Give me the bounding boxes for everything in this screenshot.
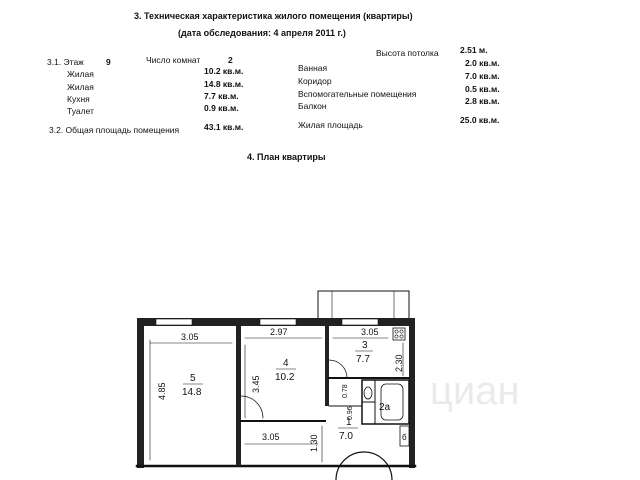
left-row-label: Туалет: [67, 106, 94, 116]
room-1-area: 7.0: [339, 431, 353, 442]
total-area-label: 3.2. Общая площадь помещения: [49, 125, 180, 135]
dim-corridor-width: 3.05: [262, 432, 280, 442]
dim-room3-height: 2.30: [394, 354, 404, 372]
right-row-label: Вспомогательные помещения: [298, 89, 417, 99]
room-5-area: 14.8: [182, 387, 202, 398]
rooms-label: Число комнат: [146, 55, 201, 65]
left-row-value: 7.7 кв.м.: [204, 91, 239, 101]
balcony-outline: [318, 291, 409, 320]
wall-room5-room4: [236, 326, 241, 466]
rooms-value: 2: [228, 55, 233, 65]
left-row-label: Жилая: [67, 82, 94, 92]
plan-title: 4. План квартиры: [247, 152, 326, 162]
left-row-label: Кухня: [67, 94, 90, 104]
dim-room5-width: 3.05: [181, 332, 199, 342]
ceiling-value: 2.51 м.: [460, 45, 488, 55]
dim-bath-height: 0.78: [342, 384, 349, 398]
living-area-label: Жилая площадь: [298, 120, 363, 130]
right-row-label: Ванная: [298, 63, 328, 73]
room-5-number: 5: [190, 373, 196, 384]
living-area-value: 25.0 кв.м.: [460, 115, 500, 125]
outer-wall-right: [409, 318, 415, 468]
room-3-number: 3: [362, 340, 368, 351]
right-row-value: 0.5 кв.м.: [465, 84, 500, 94]
room-4-number: 4: [283, 358, 289, 369]
room-4-area: 10.2: [275, 372, 295, 383]
left-row-value: 0.9 кв.м.: [204, 103, 239, 113]
section-title: 3. Техническая характеристика жилого помещения (квартиры): [134, 11, 413, 21]
left-row-value: 10.2 кв.м.: [204, 66, 244, 76]
right-row-value: 2.0 кв.м.: [465, 58, 500, 68]
stove: [393, 328, 405, 340]
dim-room5-height: 4.85: [157, 382, 167, 400]
ceiling-label: Высота потолка: [376, 48, 439, 58]
room-1-number: 1: [346, 417, 352, 428]
floor-label: 3.1. Этаж: [47, 57, 84, 67]
dim-corridor-height: 1.30: [309, 434, 319, 452]
outer-wall-left: [137, 318, 144, 468]
watermark: циан: [430, 369, 520, 413]
left-row-label: Жилая: [67, 69, 94, 79]
room-3-area: 7.7: [356, 354, 370, 365]
right-row-value: 7.0 кв.м.: [465, 71, 500, 81]
room-2a-number: 2а: [379, 402, 391, 413]
right-row-label: Балкон: [298, 101, 327, 111]
dim-room3-width: 3.05: [361, 327, 379, 337]
dim-bath-width: 0.96: [347, 406, 354, 420]
floor-value: 9: [106, 57, 111, 67]
room-b-number: б: [402, 433, 407, 442]
left-row-value: 14.8 кв.м.: [204, 79, 244, 89]
wall-room4-room3: [325, 326, 329, 406]
right-row-value: 2.8 кв.м.: [465, 96, 500, 106]
dim-room4-height: 3.45: [251, 375, 261, 393]
dim-room4-width: 2.97: [270, 327, 288, 337]
survey-date: (дата обследования: 4 апреля 2011 г.): [178, 28, 346, 38]
toilet: [364, 387, 372, 399]
right-row-label: Коридор: [298, 76, 332, 86]
total-area-value: 43.1 кв.м.: [204, 122, 244, 132]
